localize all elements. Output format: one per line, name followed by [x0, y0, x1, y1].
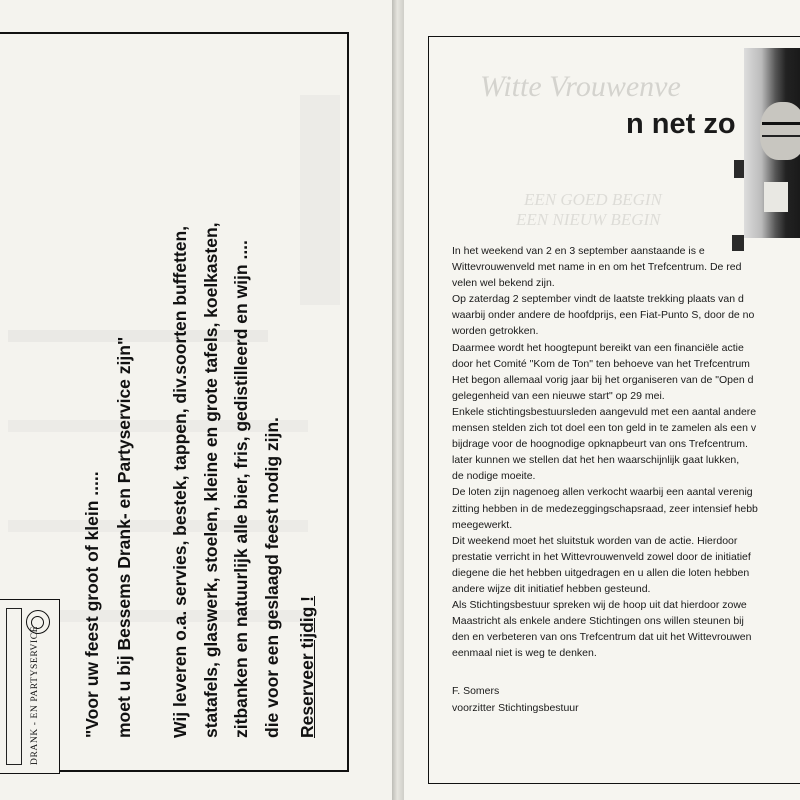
article-line: waarbij onder andere de hoofdprijs, een Fiat-Punto S, door de no — [452, 309, 755, 322]
portrait-collar — [764, 182, 788, 212]
ad-body-line: Wij leveren o.a. servies, bestek, tappen, div.soorten buffetten, — [170, 225, 190, 738]
portrait-photo — [744, 48, 800, 238]
article-line: Het begon allemaal vorig jaar bij het organiseren van de "Open d — [452, 373, 754, 386]
article-line: De loten zijn nagenoeg allen verkocht waarbij een aantal verenig — [452, 486, 753, 499]
ad-body — [165, 58, 287, 738]
article-line: Wittevrouwenveld met name in en om het Trefcentrum. De red — [452, 261, 742, 274]
masthead-subtagline: EEN GOED BEGIN — [524, 190, 662, 209]
advertisement-frame — [0, 32, 349, 772]
article-line: den en verbeteren van ons Trefcentrum dat uit het Wittevrouwen — [452, 631, 752, 644]
article-line: Enkele stichtingsbestuursleden aangevuld met een aantal andere — [452, 405, 757, 418]
article-line: worden getrokken. — [452, 325, 539, 338]
masthead-tagline: n net zo — [626, 108, 736, 140]
article-line: Op zaterdag 2 september vindt de laatste trekking plaats van d — [452, 293, 744, 306]
article-body — [452, 243, 800, 661]
signature-name: F. Somers — [452, 685, 500, 697]
advertisement-rotated — [0, 34, 349, 774]
signature-role: voorzitter Stichtingsbestuur — [452, 702, 579, 714]
article-line: eenmaal niet is weg te denken. — [452, 647, 597, 660]
article-line: later kunnen we stellen dat het hen waarschijnlijk gaat lukken, — [452, 454, 740, 467]
book-gutter — [392, 0, 404, 800]
masthead-title: Witte Vrouwenve — [480, 70, 681, 103]
ad-body-line: zitbanken en natuurlijk alle bier, fris, gedistilleerd en wijn .... — [231, 240, 251, 738]
article-line: diegene die het hebben uitgedragen en u allen die loten hebben — [452, 566, 750, 579]
logo-ornament — [6, 608, 22, 765]
article-line: prestatie verricht in het Wittevrouwenveld zowel door de initiatief — [452, 550, 751, 563]
ad-call-to-action: Reserveer tijdig ! — [297, 596, 317, 738]
company-logo — [0, 599, 60, 774]
ad-body-line: die voor een geslaagd feest nodig zijn. — [261, 417, 282, 738]
masthead-subtagline: EEN NIEUW BEGIN — [516, 210, 661, 229]
logo-name: DRANK - EN PARTYSERVICE — [30, 625, 40, 765]
article-line: meegewerkt. — [452, 518, 513, 531]
article-line: andere wijze dit initiatief hebben gesteund. — [452, 582, 651, 595]
signature-block — [452, 683, 579, 717]
article-line: velen wel bekend zijn. — [452, 277, 555, 290]
article-line: zitting hebben in de medezeggingschapsraad, zeer intensief hebb — [452, 502, 758, 515]
seal-icon — [26, 610, 50, 634]
article-line: bijdrage voor de hoognodige opknapbeurt van ons Trefcentrum. — [452, 438, 748, 451]
article-line: In het weekend van 2 en 3 september aanstaande is e — [452, 245, 705, 257]
article-line: door het Comité "Kom de Ton" ten behoeve van het Trefcentrum — [452, 357, 750, 370]
article-line: Maastricht als enkele andere Stichtingen ons willen steunen bij — [452, 615, 744, 628]
article-line: Dit weekend moet het sluitstuk worden van de actie. Hierdoor — [452, 534, 738, 547]
article-line: Daarmee wordt het hoogtepunt bereikt van een financiële actie — [452, 341, 744, 354]
left-page — [0, 0, 392, 800]
article-line: mensen stelden zich tot doel een ton geld in te zamelen als een v — [452, 422, 757, 435]
ad-headline-1: "Voor uw feest groot of klein ..... — [82, 471, 102, 738]
right-page — [404, 0, 800, 800]
ad-headline-2: moet u bij Bessems Drank- en Partyservice zijn" — [114, 336, 134, 738]
article-line: Als Stichtingsbestuur spreken wij de hoop uit dat hierdoor zowe — [452, 599, 747, 612]
article-line: gelegenheid van een nieuwe start" op 29 mei. — [452, 389, 665, 402]
portrait-glasses — [762, 122, 800, 137]
ad-body-line: statafels, glaswerk, stoelen, kleine en grote tafels, koelkasten, — [200, 222, 221, 738]
article-line: de nodige moeite. — [452, 470, 536, 483]
